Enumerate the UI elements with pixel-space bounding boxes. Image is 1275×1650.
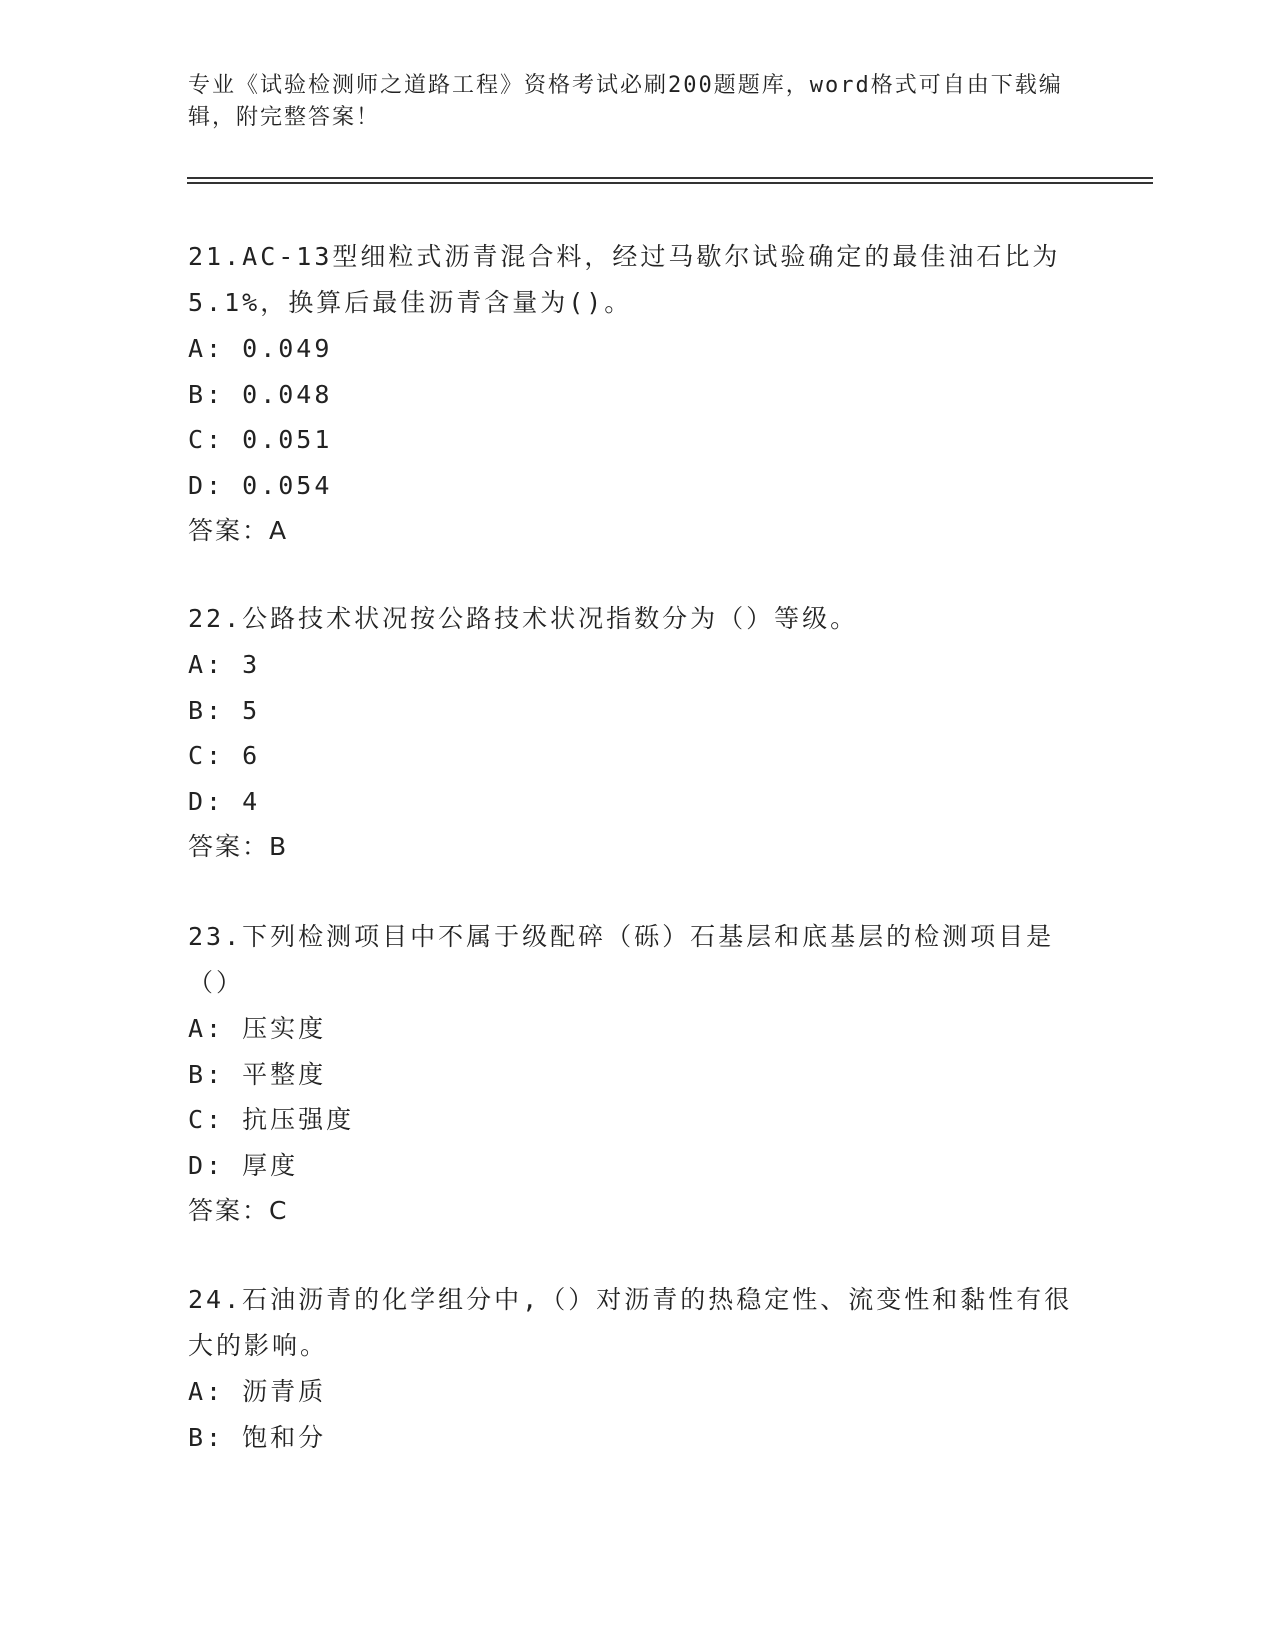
answer: 答案：C xyxy=(188,1196,289,1225)
option-b: B: 饱和分 xyxy=(188,1422,327,1452)
question-text: 24.石油沥青的化学组分中,（）对沥青的热稳定性、流变性和黏性有很大的影响。 xyxy=(188,1285,1073,1360)
option-d: D: 厚度 xyxy=(188,1150,299,1180)
answer: 答案：A xyxy=(188,516,289,545)
option-c: C: 0.051 xyxy=(188,425,333,454)
option-a: A: 沥青质 xyxy=(188,1377,327,1406)
question-23 xyxy=(188,914,1088,1234)
option-b: B: 平整度 xyxy=(188,1059,327,1089)
option-a: A: 压实度 xyxy=(188,1014,327,1043)
question-22 xyxy=(188,596,1088,870)
question-text: 22.公路技术状况按公路技术状况指数分为（）等级。 xyxy=(188,604,859,633)
option-b: B: 5 xyxy=(188,695,261,725)
option-c: C: 6 xyxy=(188,741,261,770)
question-text: 21.AC-13型细粒式沥青混合料，经过马歇尔试验确定的最佳油石比为5.1%，换算后最佳沥青含量为()。 xyxy=(188,242,1061,317)
option-d: D: 4 xyxy=(188,786,261,816)
option-d: D: 0.054 xyxy=(188,470,333,500)
option-b: B: 0.048 xyxy=(188,379,333,409)
question-21 xyxy=(188,234,1088,554)
question-text: 23.下列检测项目中不属于级配碎（砾）石基层和底基层的检测项目是（） xyxy=(188,922,1055,997)
option-c: C: 抗压强度 xyxy=(188,1105,355,1134)
option-a: A: 0.049 xyxy=(188,334,333,363)
option-a: A: 3 xyxy=(188,650,261,679)
question-24 xyxy=(188,1277,1088,1460)
header-divider-top xyxy=(187,177,1153,179)
header-divider-bottom xyxy=(187,182,1153,184)
document-header: 专业《试验检测师之道路工程》资格考试必刷200题题库，word格式可自由下载编辑，附完整答案！ xyxy=(188,73,1063,130)
answer: 答案：B xyxy=(188,832,289,861)
